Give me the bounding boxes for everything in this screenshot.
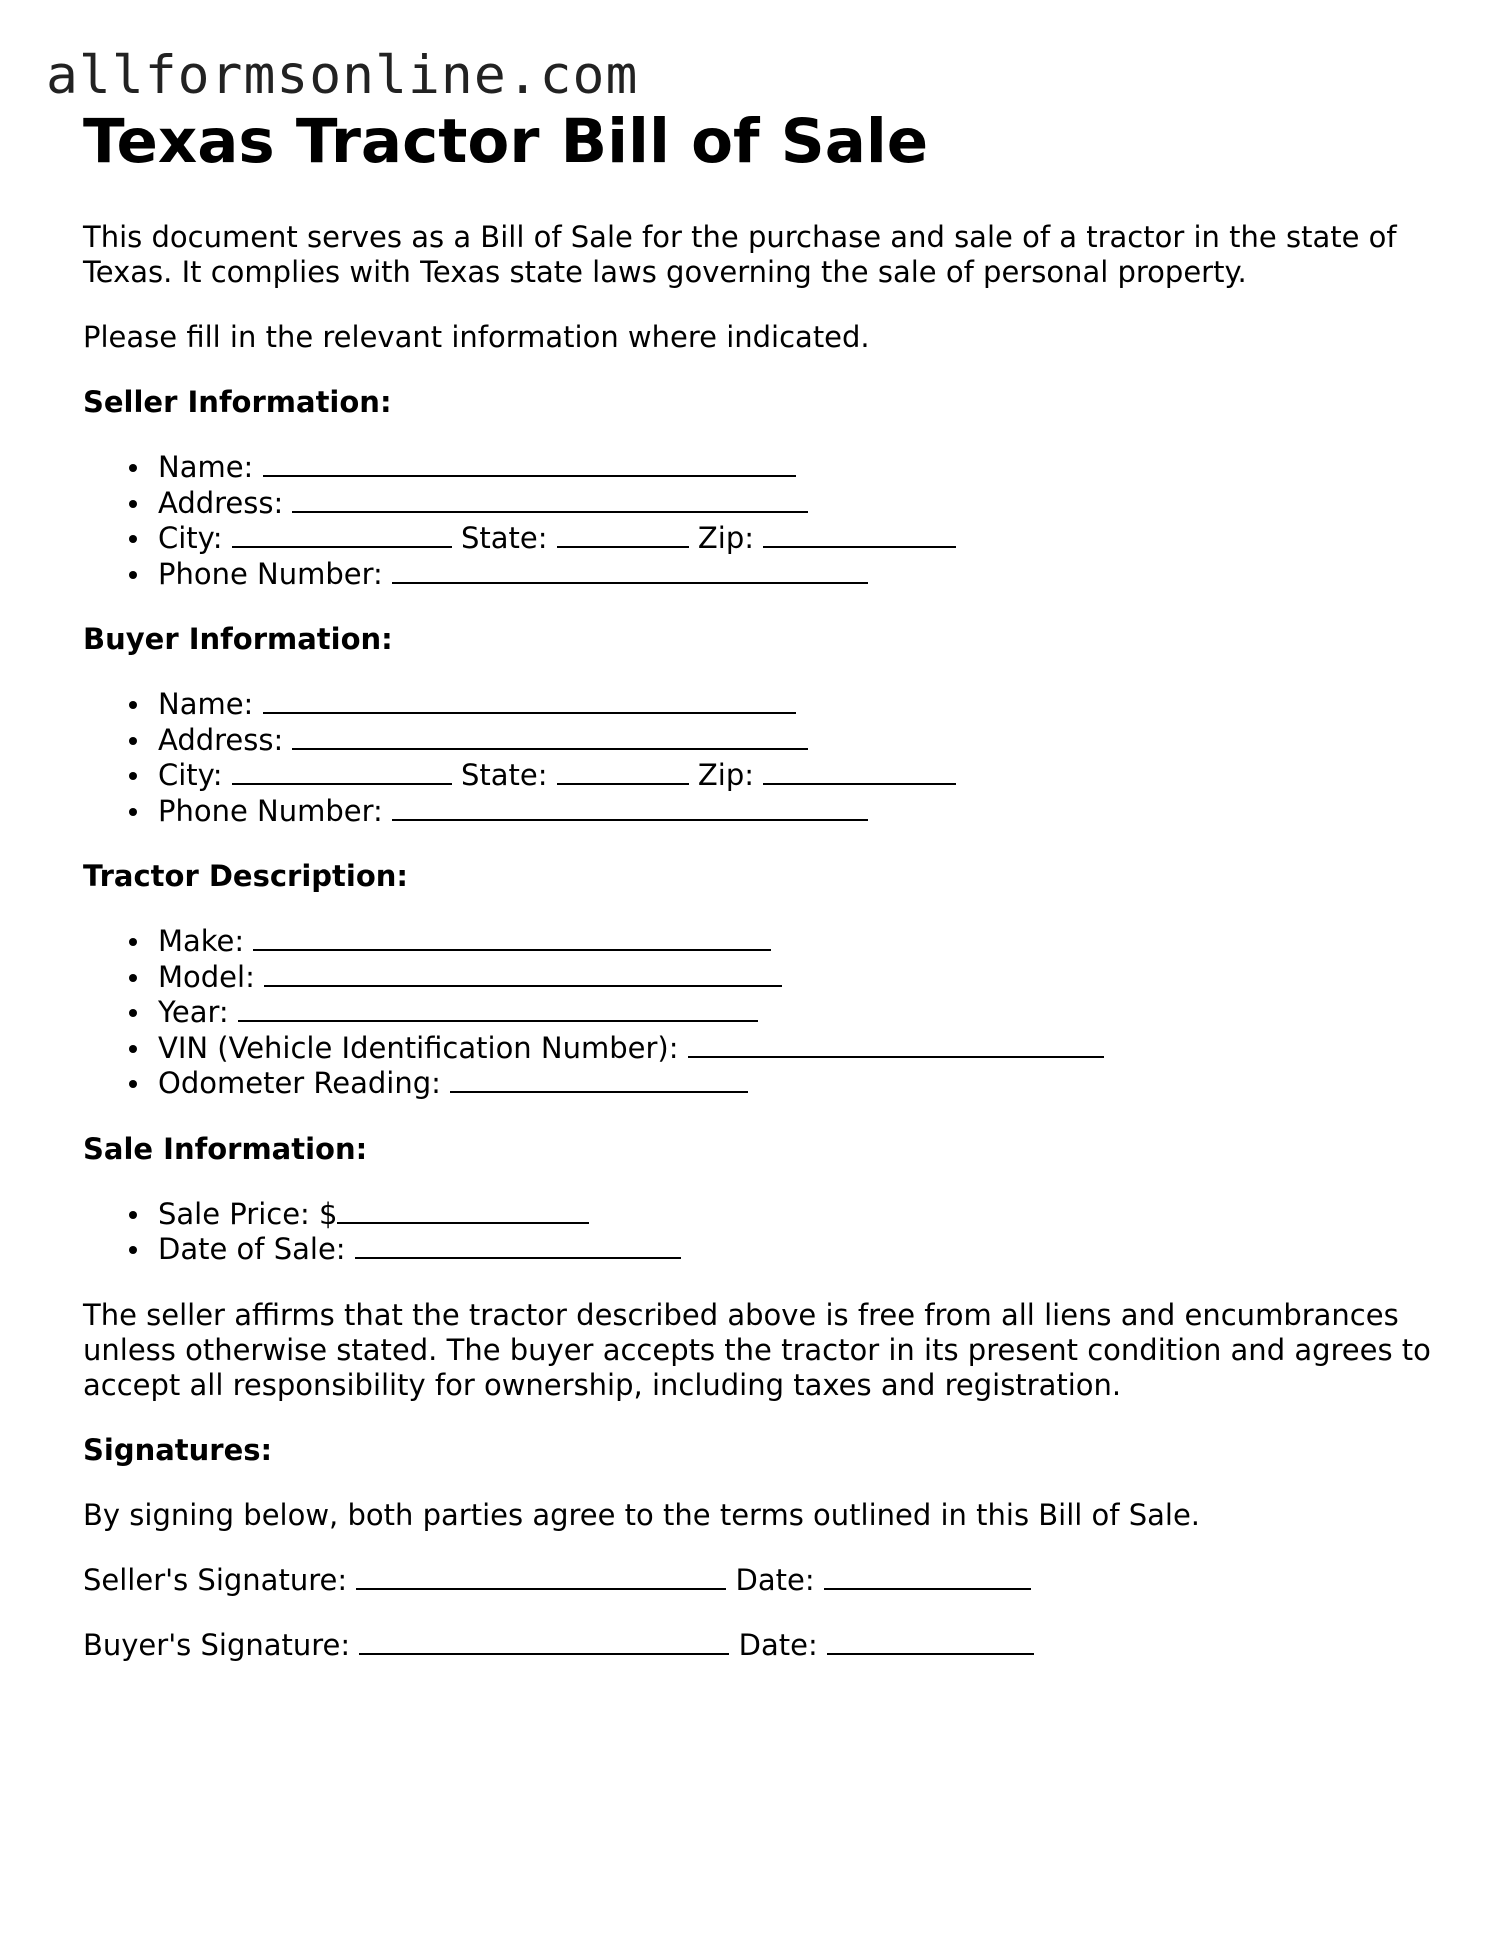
signatures-intro: By signing below, both parties agree to the terms outlined in this Bill of Sale. [83,1497,1201,1532]
seller-signature-label: Seller's Signature: [83,1562,348,1597]
seller-name-item [158,450,1443,486]
tractor-make-item [158,924,1443,960]
seller-fields [83,450,1443,592]
tractor-year-item [158,995,1443,1031]
tractor-fields [83,924,1443,1102]
seller-phone-label: Phone Number: [158,556,383,591]
seller-city-field[interactable] [232,545,452,548]
buyer-address-label: Address: [158,722,284,757]
seller-phone-field[interactable] [392,581,868,584]
signatures-heading: Signatures: [83,1432,273,1467]
sale-date-label: Date of Sale: [158,1232,346,1266]
buyer-address-item [158,723,1443,759]
seller-state-field[interactable] [557,545,689,548]
buyer-state-label: State: [460,758,548,792]
sale-price-item [158,1197,1443,1233]
seller-signature-line [83,1563,1443,1598]
seller-address-field[interactable] [292,510,808,513]
affirmation-paragraph: The seller affirms that the tractor described above is free from all liens and encumbrances unless otherwise stated. The buyer accepts the tractor in its present condition and agrees to accept all responsibility for ownership, including taxes and registration. [83,1297,1431,1402]
buyer-phone-label: Phone Number: [158,793,383,828]
tractor-odometer-label: Odometer Reading: [158,1066,441,1100]
buyer-city-item [158,758,1443,794]
seller-zip-label: Zip: [697,521,755,555]
buyer-signature-field[interactable] [359,1652,729,1655]
seller-name-field[interactable] [263,474,796,477]
buyer-city-field[interactable] [232,782,452,785]
buyer-state-field[interactable] [557,782,689,785]
sale-fields [83,1197,1443,1268]
tractor-make-field[interactable] [253,948,771,951]
buyer-signature-date-field[interactable] [827,1652,1034,1655]
seller-city-item [158,521,1443,557]
tractor-model-label: Model: [158,959,255,994]
tractor-year-field[interactable] [238,1019,758,1022]
seller-heading: Seller Information: [83,385,392,419]
sale-date-field[interactable] [355,1256,681,1259]
buyer-date-label: Date: [738,1627,818,1662]
buyer-heading: Buyer Information: [83,622,393,656]
seller-address-label: Address: [158,485,284,520]
buyer-signature-line [83,1628,1443,1663]
sale-date-item [158,1232,1443,1268]
document [83,104,1443,1663]
tractor-model-field[interactable] [264,984,782,987]
seller-name-label: Name: [158,450,254,484]
page-title: Texas Tractor Bill of Sale [83,106,929,177]
watermark: allformsonline.com [46,45,639,106]
tractor-odometer-item [158,1066,1443,1102]
seller-address-item [158,486,1443,522]
seller-zip-field[interactable] [763,545,956,548]
buyer-name-field[interactable] [263,711,796,714]
seller-state-label: State: [460,521,548,555]
sale-price-field[interactable] [337,1221,589,1224]
buyer-name-label: Name: [158,687,254,721]
buyer-phone-field[interactable] [392,818,868,821]
tractor-vin-label: VIN (Vehicle Identification Number): [158,1030,679,1065]
buyer-fields [83,687,1443,829]
seller-phone-item [158,557,1443,593]
tractor-vin-field[interactable] [688,1055,1104,1058]
tractor-heading: Tractor Description: [83,859,409,893]
buyer-city-label: City: [158,758,223,792]
intro-paragraph: This document serves as a Bill of Sale for the purchase and sale of a tractor in the state of Texas. It complies with Texas state laws governing the sale of personal property. [83,220,1397,289]
seller-date-label: Date: [735,1562,815,1597]
buyer-address-field[interactable] [292,747,808,750]
buyer-zip-field[interactable] [763,782,956,785]
tractor-year-label: Year: [158,995,229,1029]
sale-price-label: Sale Price: $ [158,1196,338,1231]
tractor-odometer-field[interactable] [450,1090,748,1093]
tractor-make-label: Make: [158,924,245,958]
seller-signature-field[interactable] [356,1587,726,1590]
buyer-signature-label: Buyer's Signature: [83,1627,351,1662]
buyer-phone-item [158,794,1443,830]
seller-signature-date-field[interactable] [824,1587,1031,1590]
buyer-zip-label: Zip: [697,758,755,792]
instruction-paragraph: Please fill in the relevant information where indicated. [83,320,870,354]
seller-city-label: City: [158,521,223,555]
tractor-vin-item [158,1031,1443,1067]
sale-heading: Sale Information: [83,1131,368,1166]
buyer-name-item [158,687,1443,723]
tractor-model-item [158,960,1443,996]
